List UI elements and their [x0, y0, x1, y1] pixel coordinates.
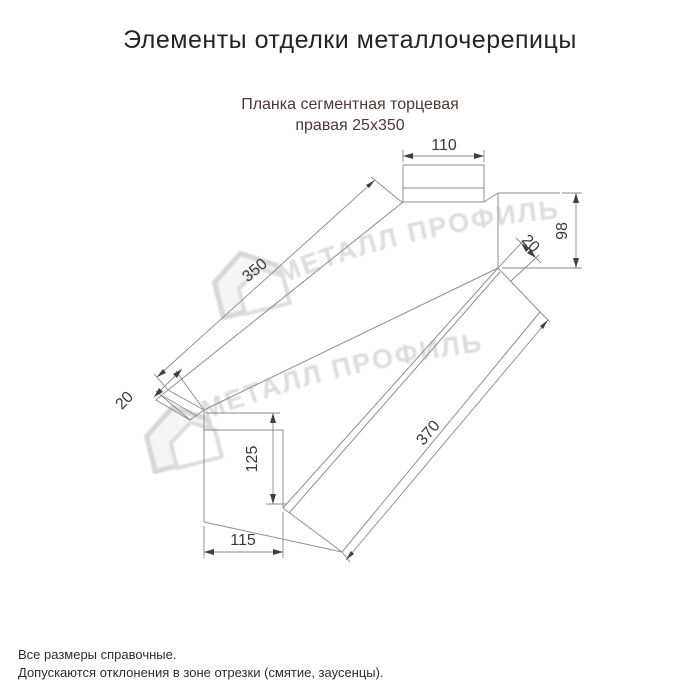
- footer-notes: [18, 646, 384, 682]
- dimension-110: [403, 137, 484, 162]
- watermark-lower: [141, 327, 485, 473]
- dim-20-right-label: 20: [517, 231, 543, 257]
- footer-note-1: Все размеры справочные.: [18, 647, 177, 662]
- dim-110-label: 110: [431, 137, 457, 154]
- dimension-115: [204, 512, 283, 558]
- footer-note-2: Допускаются отклонения в зоне отрезки (смятие, заусенцы).: [18, 665, 384, 680]
- dimension-20-right: [498, 232, 543, 281]
- page-title: Элементы отделки металлочерепицы: [123, 26, 577, 54]
- watermark-text-lower: МЕТАЛЛ ПРОФИЛЬ: [197, 327, 485, 426]
- dim-115-label: 115: [230, 532, 256, 549]
- dim-370-label: 370: [413, 417, 444, 449]
- dim-20-left-label: 20: [112, 388, 138, 414]
- dim-98-label: 98: [554, 222, 571, 240]
- watermark-text-upper: МЕТАЛЛ ПРОФИЛЬ: [273, 194, 562, 290]
- top-flange-face: [403, 165, 484, 202]
- subtitle-line-2: правая 25х350: [295, 117, 405, 134]
- subtitle-line-1: Планка сегментная торцевая: [241, 96, 459, 113]
- dim-125-label: 125: [244, 445, 261, 473]
- dim-350-label: 350: [239, 255, 271, 286]
